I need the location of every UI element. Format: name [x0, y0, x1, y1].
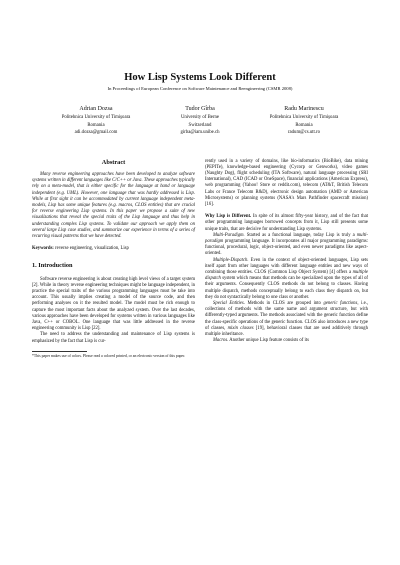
- paragraph-text: system which means that methods can be specialized upon the types of all of their arguments. Consequently CLOS methods do not belong to classes. Having multiple dispatch, methods conceptually belong to each class they dispatch on, but they do not syntactically belong to one class or another.: [205, 276, 368, 300]
- paragraph-text: Even in the context of object-oriented languages, Lisp sets itself apart from other languages with different language entities and new ways of combining those entities. CLOS (Common Lisp Object System) [4] offers a: [205, 257, 369, 276]
- abstract-heading: Abstract: [101, 158, 126, 166]
- paragraph-text: programming language. It incorporates all major programming paradigms: functional, procedural, logic, object-oriented, and even newer paradigms like aspect-oriented.: [205, 239, 368, 257]
- paper-title: How Lisp Systems Look Different: [124, 72, 276, 83]
- author-email[interactable]: radum@cs.utt.ro: [287, 130, 321, 136]
- paper-subtitle: In Proceedings of European Conference on Software Maintenance and Reengineering (CSMR 2008): [107, 85, 293, 91]
- author-country: Romania: [87, 122, 105, 128]
- paragraph-text: [19], behavioral classes that are used additively through multiple inheritance.: [205, 325, 368, 338]
- left-column: [32, 159, 195, 359]
- run-in-heading: Multi-Paradigm.: [213, 232, 245, 238]
- run-in-heading: Multiple-Dispatch.: [213, 257, 249, 263]
- author-affiliation: Politehnica University of Timişoara: [61, 115, 131, 121]
- author-affiliation: Politehnica University of Timişoara: [269, 115, 339, 121]
- paragraph-text: , i.e., collections of methods with the same name and argument structure, but with differently-typed arguments. The methods associated with the generic function define the class-specific operations of the generic function. CLOS also introduces a new type of classes,: [205, 301, 368, 331]
- keywords-text: reverse engineering, visualization, Lisp: [55, 246, 129, 252]
- paragraph-text: Started as a functional language, today Lisp is truly a: [246, 232, 357, 238]
- keywords-label: Keywords:: [32, 246, 54, 252]
- emphasis-text: multiple dispatch: [205, 270, 368, 282]
- right-column: [205, 159, 368, 359]
- author-block: [44, 105, 356, 137]
- author-name: Adrian Dozsa: [79, 106, 113, 113]
- emphasis-text: generic functions: [323, 301, 358, 307]
- footnote: *This paper makes use of colors. Please read a colored printed, or an electronic version of this paper.: [32, 353, 186, 358]
- author-name: Radu Marinescu: [284, 106, 324, 113]
- paragraph-text: Another unique Lisp feature consists of its: [229, 338, 309, 344]
- multiple-dispatch-paragraph: [205, 258, 368, 301]
- author-email[interactable]: girba@iam.unibe.ch: [180, 130, 220, 136]
- domains-paragraph: rently used in a variety of domains, like bio-informatics (BioBike), data mining (PEPITe), knowledge-based engineering (Cycorp or Genworks), video games (Naughty Dog), flight scheduling (ITA Software), natural language processing (SRI International), CAD (ICAD or OneSpace), financial applications (American Express), web programming (Yahoo! Store or reddit.com), telecom (AT&T, British Telecom Labs or France Telecom R&D), electronic design automation (AMD or American Microsystems) or planning systems (NASA's Mars Pathfinder spacecraft mission) [16].: [205, 158, 368, 208]
- intro-paragraph-2: The need to address the understanding and maintenance of Lisp systems is emphasized by the fact that Lisp is cur-: [32, 332, 195, 344]
- section-heading-introduction: 1. Introduction: [32, 262, 73, 270]
- author-country: Romania: [295, 122, 313, 128]
- special-entities-paragraph: [205, 301, 368, 338]
- run-in-heading: Macros.: [213, 338, 229, 344]
- emphasis-text: mixin classes: [227, 325, 254, 331]
- author-affiliation: University of Berne: [180, 115, 220, 121]
- multi-paradigm-paragraph: [205, 233, 368, 258]
- author-2: [148, 105, 252, 137]
- paragraph-text: In spite of its almost fifty-year history, and of the fact that other programming languages borrowed concepts from it, Lisp still presents some unique traits, that are decisive for understanding Lisp systems.: [205, 214, 368, 232]
- emphasis-text: multi-paradigm: [205, 232, 368, 245]
- abstract-text: Many reverse engineering approaches have been developed to analyze software systems written in different languages like C/C++ or Java. These approaches typically rely on a meta-model, that is either specific for the language at hand or language independent (e.g. UML). However, one language that was hardly addressed is Lisp. While at first sight it can be accommodated by current language independent meta-models, Lisp has some unique features (e.g. macros, CLOS entities) that are crucial for reverse engineering Lisp systems. In this paper we propose a suite of new visualizations that reveal the special traits of the Lisp language and thus help in understanding complex Lisp systems. To validate our approach we apply them on several large Lisp case studies, and summarize our experience in terms of a series of recurring visual patterns that we have detected.: [32, 171, 195, 239]
- paragraph-text: Methods in CLOS are grouped into: [247, 301, 324, 307]
- two-column-body: [32, 159, 368, 359]
- keywords-line: [32, 246, 195, 252]
- author-name: Tudor Gîrba: [185, 106, 215, 113]
- intro-paragraph-1: Software reverse engineering is about creating high level views of a target system [2]. While in theory reverse engineering techniques might be language independent, in practice the special traits of the various programming languages must be take into account. This usually implies creating a model of the source code, and then performing analyses on it the resulted model. The model must be rich enough to capture the most important facts about the analyzed system. Over the last decades, various approaches have been developed for systems written in various languages like Java, C++ or COBOL. One language that was little addressed in the reverse engineering community is Lisp [22].: [32, 276, 195, 332]
- author-email[interactable]: adi.dozsa@gmail.com: [74, 130, 118, 136]
- why-lisp-paragraph: [205, 214, 368, 233]
- run-in-heading: Special Entities.: [213, 301, 245, 307]
- author-1: [44, 105, 148, 137]
- author-3: [252, 105, 356, 137]
- macros-paragraph: [205, 338, 368, 344]
- author-country: Switzerland: [188, 122, 212, 128]
- run-in-heading: Why Lisp is Different.: [205, 214, 252, 220]
- footnote-rule: [32, 351, 87, 352]
